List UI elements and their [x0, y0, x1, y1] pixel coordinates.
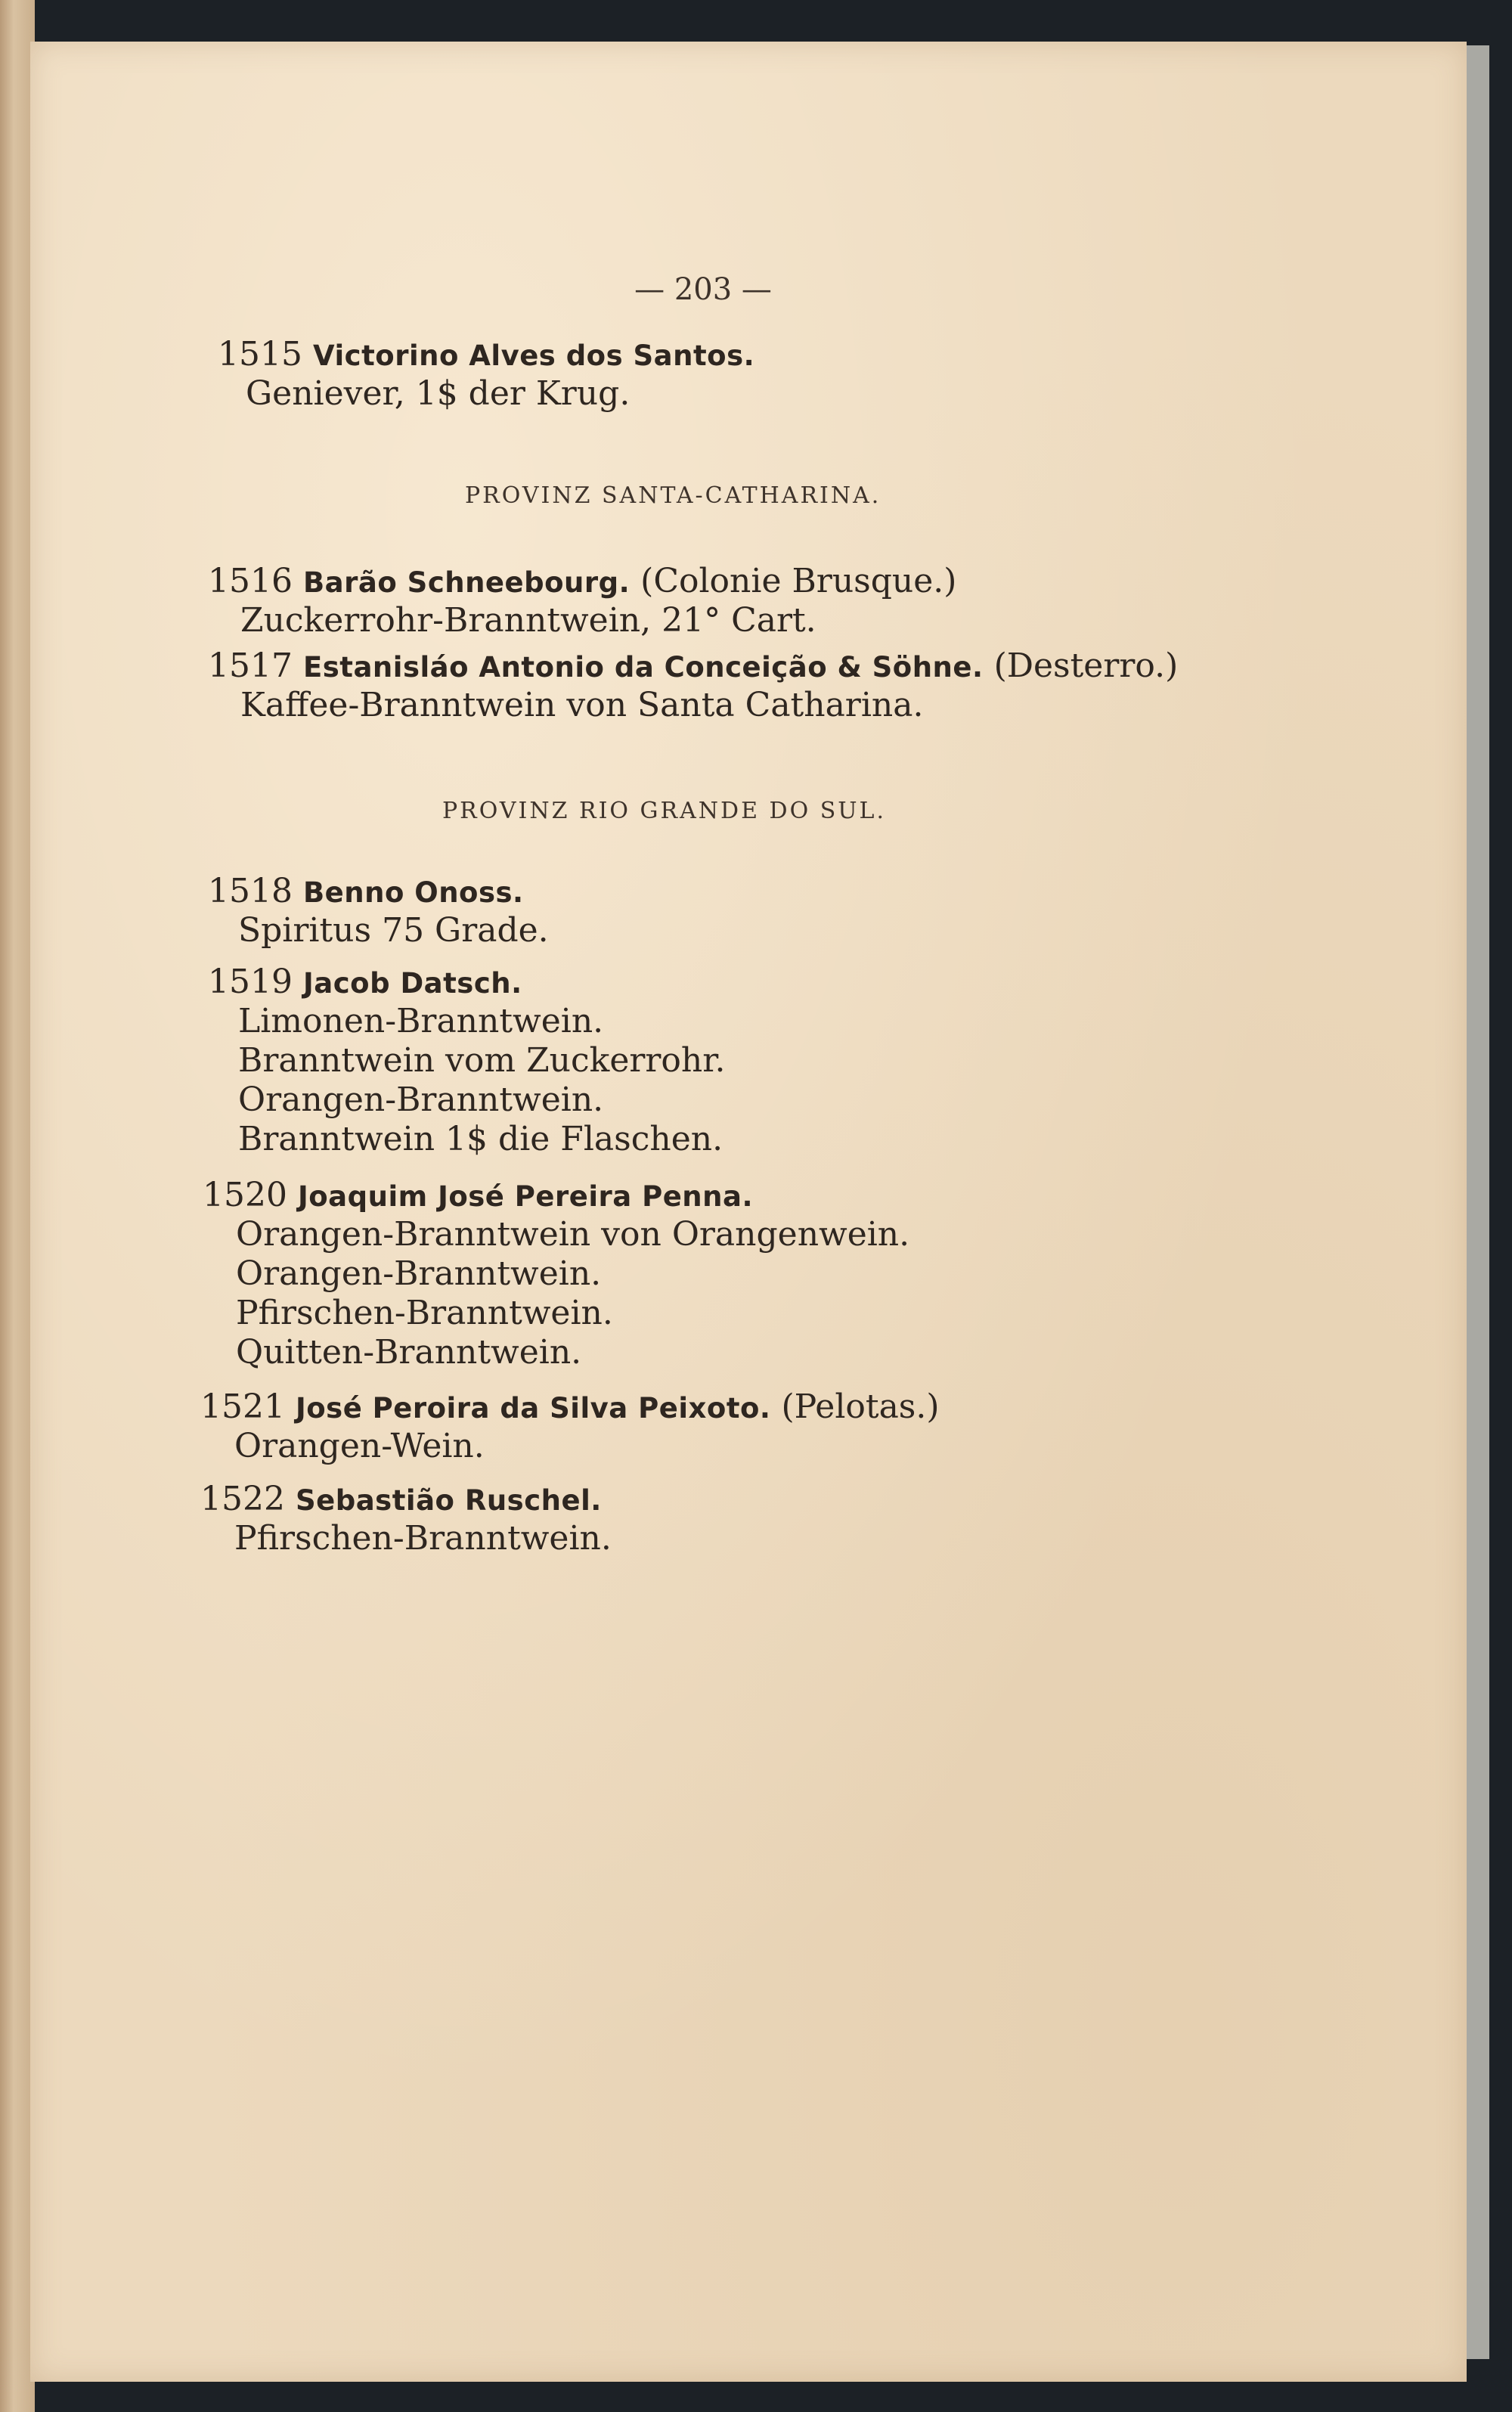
entry-1517-item: Kaffee-Branntwein von Santa Catharina. — [240, 686, 924, 724]
entry-number: 1522 — [200, 1480, 285, 1518]
exhibitor-location: (Colonie Brusque.) — [640, 562, 957, 600]
entry-1521-item: Orangen-Wein. — [234, 1427, 485, 1465]
exhibitor-name: Victorino Alves dos Santos. — [312, 339, 755, 372]
exhibitor-location: (Pelotas.) — [781, 1387, 940, 1426]
exhibitor-name: Sebastião Ruschel. — [295, 1484, 602, 1517]
entry-1515-header — [218, 335, 754, 376]
exhibitor-name: Benno Onoss. — [302, 876, 524, 909]
exhibitor-name: Barão Schneebourg. — [302, 566, 631, 599]
entry-1520-item: Quitten-Branntwein. — [236, 1333, 582, 1372]
page-number: — 203 — — [634, 272, 772, 307]
entry-1517-header — [208, 646, 1178, 687]
entry-1519-item: Limonen-Branntwein. — [238, 1002, 604, 1040]
exhibitor-name: Estanisláo Antonio da Conceição & Söhne. — [302, 651, 984, 684]
entry-number: 1519 — [208, 963, 293, 1001]
section-heading-rio-grande-do-sul: PROVINZ RIO GRANDE DO SUL. — [442, 798, 886, 824]
entry-1519-header — [208, 963, 522, 1003]
entry-1522-header — [200, 1480, 602, 1521]
entry-1516-header — [208, 562, 956, 603]
entry-number: 1515 — [218, 335, 302, 374]
entry-1519-item: Branntwein vom Zuckerrohr. — [238, 1041, 726, 1080]
entry-1519-item: Orangen-Branntwein. — [238, 1080, 604, 1119]
entry-1520-item: Orangen-Branntwein von Orangenwein. — [236, 1215, 910, 1254]
entry-1518-item: Spiritus 75 Grade. — [238, 911, 549, 950]
exhibitor-name: José Peroira da Silva Peixoto. — [295, 1392, 771, 1425]
exhibitor-name: Jacob Datsch. — [302, 967, 522, 1000]
entry-number: 1521 — [200, 1387, 285, 1426]
section-heading-santa-catharina: PROVINZ SANTA-CATHARINA. — [465, 482, 881, 509]
entry-number: 1517 — [208, 646, 293, 685]
exhibitor-location: (Desterro.) — [993, 646, 1179, 685]
entry-1522-item: Pfirschen-Branntwein. — [234, 1519, 612, 1558]
exhibitor-name: Joaquim José Pereira Penna. — [297, 1180, 754, 1213]
entry-1520-item: Pfirschen-Branntwein. — [236, 1294, 613, 1332]
entry-1521-header — [200, 1387, 940, 1428]
document-page — [30, 42, 1467, 2382]
entry-1516-item: Zuckerrohr-Branntwein, 21° Cart. — [240, 601, 816, 640]
entry-number: 1516 — [208, 562, 293, 600]
entry-1515-item: Geniever, 1$ der Krug. — [246, 374, 631, 413]
entry-1520-item: Orangen-Branntwein. — [236, 1254, 602, 1293]
entry-number: 1520 — [203, 1176, 287, 1214]
entry-1520-header — [203, 1176, 753, 1217]
entry-1519-item: Branntwein 1$ die Flaschen. — [238, 1120, 723, 1158]
entry-1518-header — [208, 872, 524, 913]
entry-number: 1518 — [208, 872, 293, 910]
